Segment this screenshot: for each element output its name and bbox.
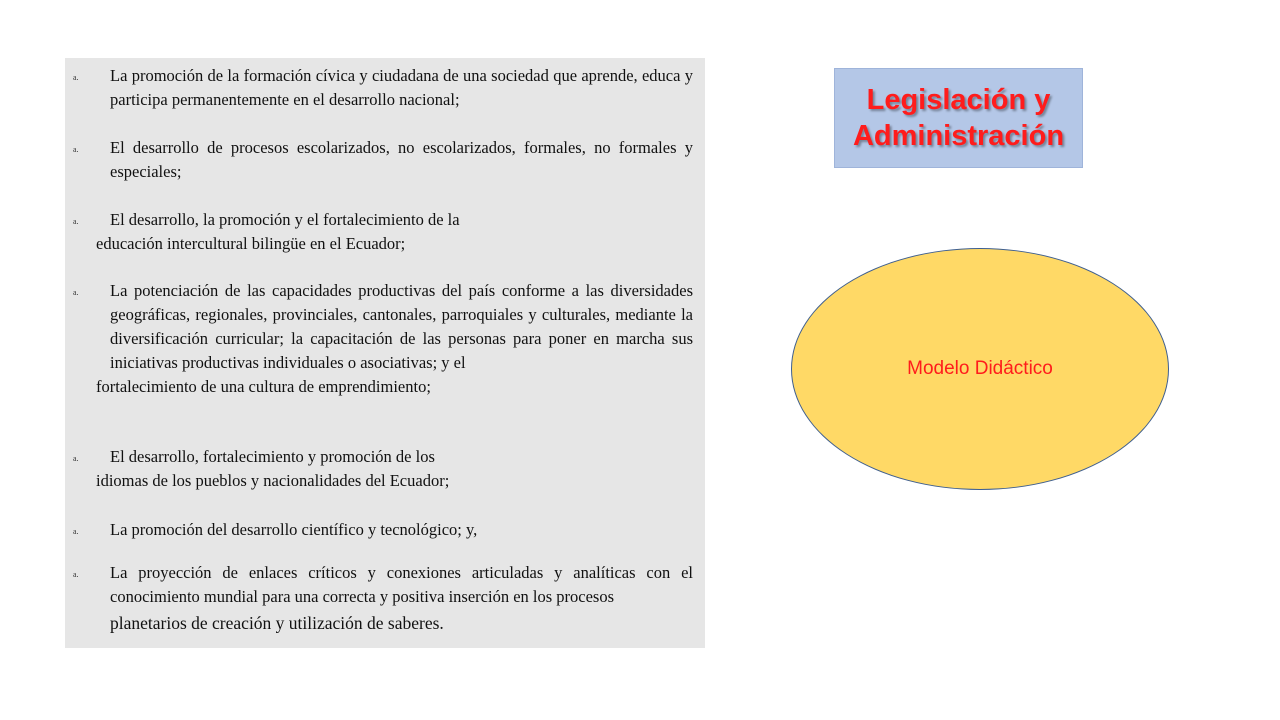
list-item-text: La potenciación de las capacidades productivas del país conforme a las diversidades geográficas, regionales, provinciales, cantonales, parroquiales y culturales, mediante la diversificación curricular; la capacitación de las personas para poner en marcha sus iniciativas productivas individuales o asociativas; y el [110, 281, 693, 372]
list-marker: a. [73, 454, 79, 463]
list-item-text: El desarrollo, fortalecimiento y promoción de los [110, 447, 435, 466]
list-marker: a. [73, 145, 79, 154]
list-item [65, 279, 705, 399]
list-item [65, 561, 705, 637]
list-item [65, 445, 705, 493]
title-line-2: Administración [852, 120, 1065, 152]
title-box [834, 68, 1083, 168]
list-marker: a. [73, 570, 79, 579]
list-item [65, 518, 705, 542]
list-item-continuation: fortalecimiento de una cultura de emprendimiento; [96, 377, 431, 396]
list-marker: a. [73, 73, 79, 82]
ellipse-label: Modelo Didáctico [907, 358, 1053, 379]
list-item-continuation: educación intercultural bilingüe en el Ecuador; [96, 234, 406, 253]
title-line-1: Legislación y [866, 84, 1051, 116]
objectives-list-panel [65, 58, 705, 648]
list-item [65, 64, 705, 112]
model-ellipse [791, 248, 1169, 490]
list-item-continuation: idiomas de los pueblos y nacionalidades del Ecuador; [96, 471, 450, 490]
list-marker: a. [73, 217, 79, 226]
list-marker: a. [73, 288, 79, 297]
list-item-final-line: planetarios de creación y utilización de saberes. [110, 613, 444, 633]
list-marker: a. [73, 527, 79, 536]
list-item-text: El desarrollo de procesos escolarizados, no escolarizados, formales, no formales y especiales; [110, 138, 693, 181]
list-item [65, 136, 705, 184]
list-item [65, 208, 705, 256]
list-item-text: La promoción de la formación cívica y ciudadana de una sociedad que aprende, educa y participa permanentemente en el desarrollo nacional; [110, 66, 693, 109]
list-item-text: El desarrollo, la promoción y el fortalecimiento de la [110, 210, 460, 229]
list-item-text: La promoción del desarrollo científico y tecnológico; y, [110, 520, 478, 539]
list-item-text: La proyección de enlaces críticos y conexiones articuladas y analíticas con el conocimiento mundial para una correcta y positiva inserción en los procesos [110, 563, 693, 606]
